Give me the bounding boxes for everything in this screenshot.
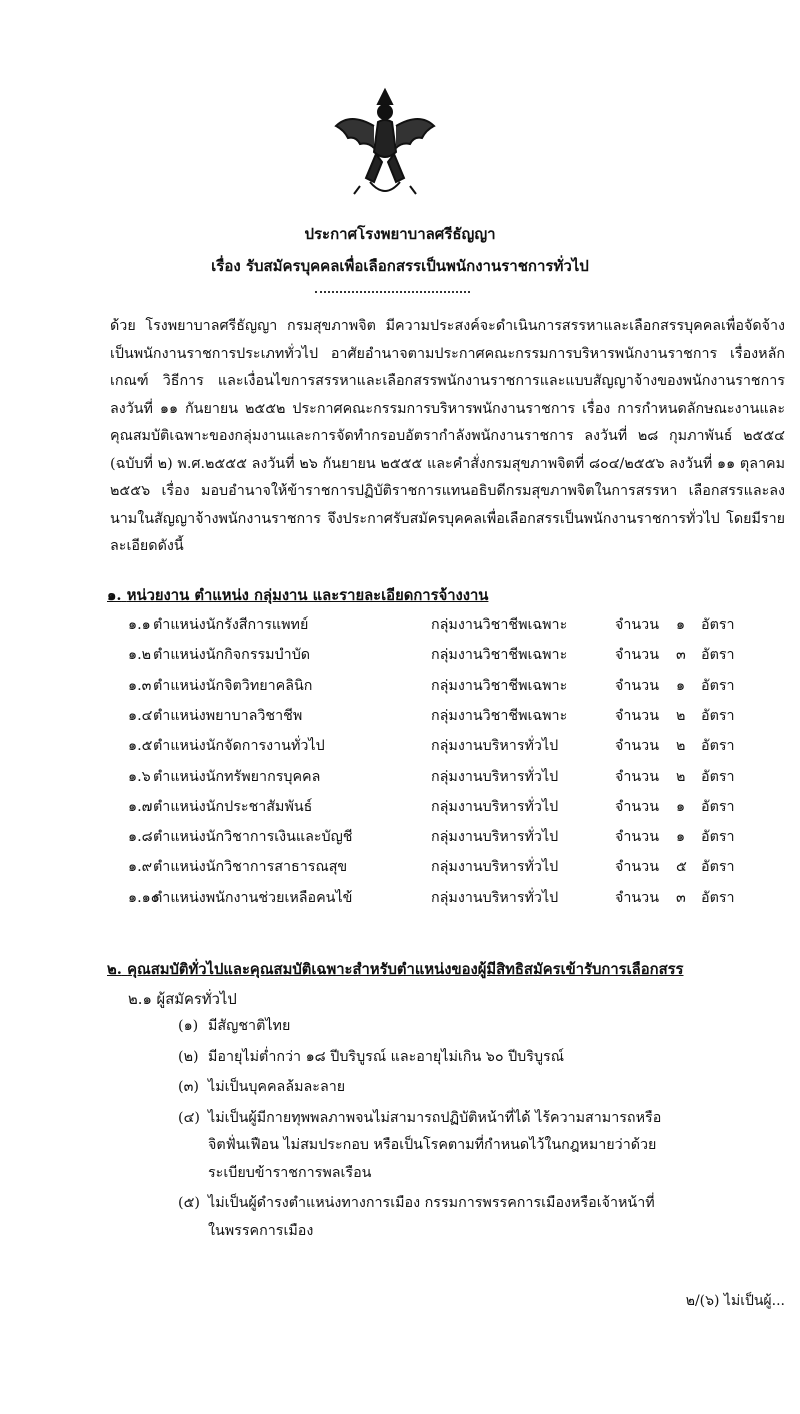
- divider: [315, 291, 470, 293]
- section-2-title: คุณสมบัติทั่วไปและคุณสมบัติเฉพาะสำหรับตำแหน่งของผู้มีสิทธิสมัครเข้ารับการเลือกสรร: [127, 961, 684, 978]
- position-count: ๒: [676, 738, 686, 755]
- position-number: ๑.๕: [128, 738, 153, 755]
- position-count-label: จำนวน: [615, 829, 659, 846]
- announcement-title: ประกาศโรงพยาบาลศรีธัญญา: [304, 225, 496, 243]
- position-count: ๒: [676, 707, 686, 724]
- position-unit: อัตรา: [701, 677, 735, 694]
- position-count-label: จำนวน: [615, 768, 659, 785]
- position-number: ๑.๒: [128, 647, 152, 664]
- garuda-emblem-icon: [330, 82, 440, 202]
- position-group: กลุ่มงานวิชาชีพเฉพาะ: [431, 617, 568, 633]
- qualification-text: ระเบียบข้าราชการพลเรือน: [208, 1164, 372, 1181]
- qualification-line: [178, 1160, 768, 1188]
- position-name: ตำแหน่งนักจิตวิทยาคลินิก: [153, 677, 313, 694]
- position-number: ๑.๑: [128, 617, 151, 633]
- position-count: ๑: [676, 677, 686, 694]
- position-name: ตำแหน่งนักรังสีการแพทย์: [153, 617, 309, 633]
- position-unit: อัตรา: [701, 707, 735, 724]
- position-unit: อัตรา: [701, 647, 735, 664]
- position-unit: อัตรา: [701, 617, 735, 633]
- position-number: ๑.๑๐: [128, 889, 160, 906]
- qualification-item: [178, 1074, 768, 1102]
- position-count-label: จำนวน: [615, 677, 659, 694]
- position-count-label: จำนวน: [615, 647, 659, 664]
- position-row: [128, 614, 778, 642]
- position-count: ๑: [676, 798, 686, 815]
- position-count: ๓: [676, 889, 686, 906]
- position-group: กลุ่มงานวิชาชีพเฉพาะ: [431, 707, 568, 724]
- position-group: กลุ่มงานบริหารทั่วไป: [431, 889, 559, 906]
- qualification-line: [178, 1013, 768, 1041]
- qualification-number: (๓): [178, 1079, 199, 1095]
- qualification-text: ในพรรคการเมือง: [208, 1222, 314, 1239]
- position-group: กลุ่มงานบริหารทั่วไป: [431, 829, 559, 846]
- section-1-number: ๑.: [107, 587, 122, 604]
- qualification-line: [178, 1132, 768, 1160]
- position-name: ตำแหน่งนักจัดการงานทั่วไป: [153, 738, 325, 755]
- position-row: [128, 735, 778, 763]
- position-row: [128, 796, 778, 824]
- qualification-line: [178, 1190, 768, 1218]
- qualification-item: [178, 1013, 768, 1041]
- position-unit: อัตรา: [701, 889, 735, 906]
- position-number: ๑.๔: [128, 707, 153, 724]
- position-count-label: จำนวน: [615, 738, 659, 755]
- qualification-text: มีอายุไม่ต่ำกว่า ๑๘ ปีบริบูรณ์ และอายุไม่เกิน ๖๐ ปีบริบูรณ์: [208, 1048, 564, 1065]
- position-count: ๑: [676, 617, 686, 633]
- position-name: ตำแหน่งนักทรัพยากรบุคคล: [153, 768, 321, 785]
- position-unit: อัตรา: [701, 738, 735, 755]
- position-unit: อัตรา: [701, 768, 735, 785]
- qualification-line: [178, 1218, 768, 1246]
- position-name: ตำแหน่งพนักงานช่วยเหลือคนไข้: [153, 889, 353, 906]
- qualification-text: ไม่เป็นบุคคลล้มละลาย: [208, 1079, 346, 1095]
- position-name: ตำแหน่งพยาบาลวิชาชีพ: [153, 707, 303, 724]
- position-row: [128, 887, 778, 915]
- position-count-label: จำนวน: [615, 889, 659, 906]
- qualification-number: (๔): [178, 1109, 200, 1126]
- section-2-heading: [107, 957, 684, 981]
- position-name: ตำแหน่งนักกิจกรรมบำบัด: [153, 647, 311, 664]
- section-1-title: หน่วยงาน ตำแหน่ง กลุ่มงาน และรายละเอียดการจ้างงาน: [126, 587, 489, 604]
- section-2-1-heading: ๒.๑ ผู้สมัครทั่วไป: [128, 991, 237, 1008]
- position-count: ๕: [676, 859, 687, 876]
- position-group: กลุ่มงานบริหารทั่วไป: [431, 859, 559, 876]
- position-number: ๑.๖: [128, 768, 151, 785]
- position-unit: อัตรา: [701, 829, 735, 846]
- position-number: ๑.๙: [128, 859, 153, 876]
- qualification-line: [178, 1074, 768, 1102]
- announcement-subject: เรื่อง รับสมัครบุคคลเพื่อเลือกสรรเป็นพนักงานราชการทั่วไป: [211, 257, 589, 275]
- qualification-text: มีสัญชาติไทย: [208, 1018, 291, 1034]
- qualification-line: [178, 1105, 768, 1133]
- qualification-item: [178, 1190, 768, 1245]
- qualification-text: ไม่เป็นผู้ดำรงตำแหน่งทางการเมือง กรรมการพรรคการเมืองหรือเจ้าหน้าที่: [208, 1195, 655, 1211]
- position-group: กลุ่มงานบริหารทั่วไป: [431, 768, 559, 785]
- section-2-number: ๒.: [107, 961, 122, 978]
- position-number: ๑.๘: [128, 829, 153, 846]
- position-row: [128, 856, 778, 884]
- position-count: ๓: [676, 647, 686, 664]
- qualification-item: [178, 1105, 768, 1188]
- next-page-marker: ๒/(๖) ไม่เป็นผู้...: [685, 1293, 785, 1309]
- qualification-number: (๕): [178, 1195, 200, 1211]
- qualification-number: (๑): [178, 1018, 199, 1034]
- position-count-label: จำนวน: [615, 859, 659, 876]
- position-count: ๑: [676, 829, 686, 846]
- position-row: [128, 675, 778, 703]
- position-row: [128, 705, 778, 733]
- position-count: ๒: [676, 768, 686, 785]
- position-row: [128, 766, 778, 794]
- position-row: [128, 644, 778, 672]
- qualification-item: [178, 1044, 768, 1072]
- intro-text: ด้วย โรงพยาบาลศรีธัญญา กรมสุขภาพจิต มีความประสงค์จะดำเนินการสรรหาและเลือกสรรบุคคลเพื่อจัดจ้างเป็นพนักงานราชการประเภททั่วไป อาศัยอำนาจตามประกาศคณะกรรมการบริหารพนักงานราชการ เรื่องหลักเกณฑ์ วิธีการ และเงื่อนไขการสรรหาและเลือกสรรพนักงานราชการและแบบสัญญาจ้างของพนักงานราชการ ลงวันที่ ๑๑ กันยายน ๒๕๕๒ ประกาศคณะกรรมการบริหารพนักงานราชการ เรื่อง การกำหนดลักษณะงานและคุณสมบัติเฉพาะของกลุ่มงานและการจัดทำกรอบอัตรากำลังพนักงานราชการ ลงวันที่ ๒๘ กุมภาพันธ์ ๒๕๕๔ (ฉบับที่ ๒) พ.ศ.๒๕๕๕ ลงวันที่ ๒๖ กันยายน ๒๕๕๕ และคำสั่งกรมสุขภาพจิตที่ ๘๐๔/๒๕๕๖ ลงวันที่ ๑๑ ตุลาคม ๒๕๕๖ เรื่อง มอบอำนาจให้ข้าราชการปฏิบัติราชการแทนอธิบดีกรมสุขภาพจิตในการสรรหา เลือกสรรและลงนามในสัญญาจ้างพนักงานราชการ จึงประกาศรับสมัครบุคคลเพื่อเลือกสรรเป็นพนักงานราชการทั่วไป โดยมีรายละเอียดดังนี้: [110, 318, 785, 554]
- qualification-number: (๒): [178, 1048, 199, 1065]
- position-unit: อัตรา: [701, 798, 735, 815]
- position-count-label: จำนวน: [615, 707, 659, 724]
- position-number: ๑.๓: [128, 677, 152, 694]
- position-row: [128, 826, 778, 854]
- position-count-label: จำนวน: [615, 617, 659, 633]
- section-1-heading: [107, 583, 488, 607]
- position-name: ตำแหน่งนักวิชาการเงินและบัญชี: [153, 829, 353, 846]
- intro-paragraph: [110, 313, 785, 561]
- position-number: ๑.๗: [128, 798, 153, 815]
- qualification-text: ไม่เป็นผู้มีกายทุพพลภาพจนไม่สามารถปฏิบัติหน้าที่ได้ ไร้ความสามารถหรือ: [208, 1109, 662, 1126]
- qualification-text: จิตฟั่นเฟือน ไม่สมประกอบ หรือเป็นโรคตามที่กำหนดไว้ในกฎหมายว่าด้วย: [208, 1137, 657, 1153]
- position-name: ตำแหน่งนักวิชาการสาธารณสุข: [153, 859, 348, 876]
- position-group: กลุ่มงานบริหารทั่วไป: [431, 798, 559, 815]
- position-group: กลุ่มงานวิชาชีพเฉพาะ: [431, 647, 568, 664]
- position-unit: อัตรา: [701, 859, 735, 876]
- position-group: กลุ่มงานบริหารทั่วไป: [431, 738, 559, 755]
- position-count-label: จำนวน: [615, 798, 659, 815]
- position-name: ตำแหน่งนักประชาสัมพันธ์: [153, 798, 313, 815]
- position-group: กลุ่มงานวิชาชีพเฉพาะ: [431, 677, 568, 694]
- qualification-line: [178, 1044, 768, 1072]
